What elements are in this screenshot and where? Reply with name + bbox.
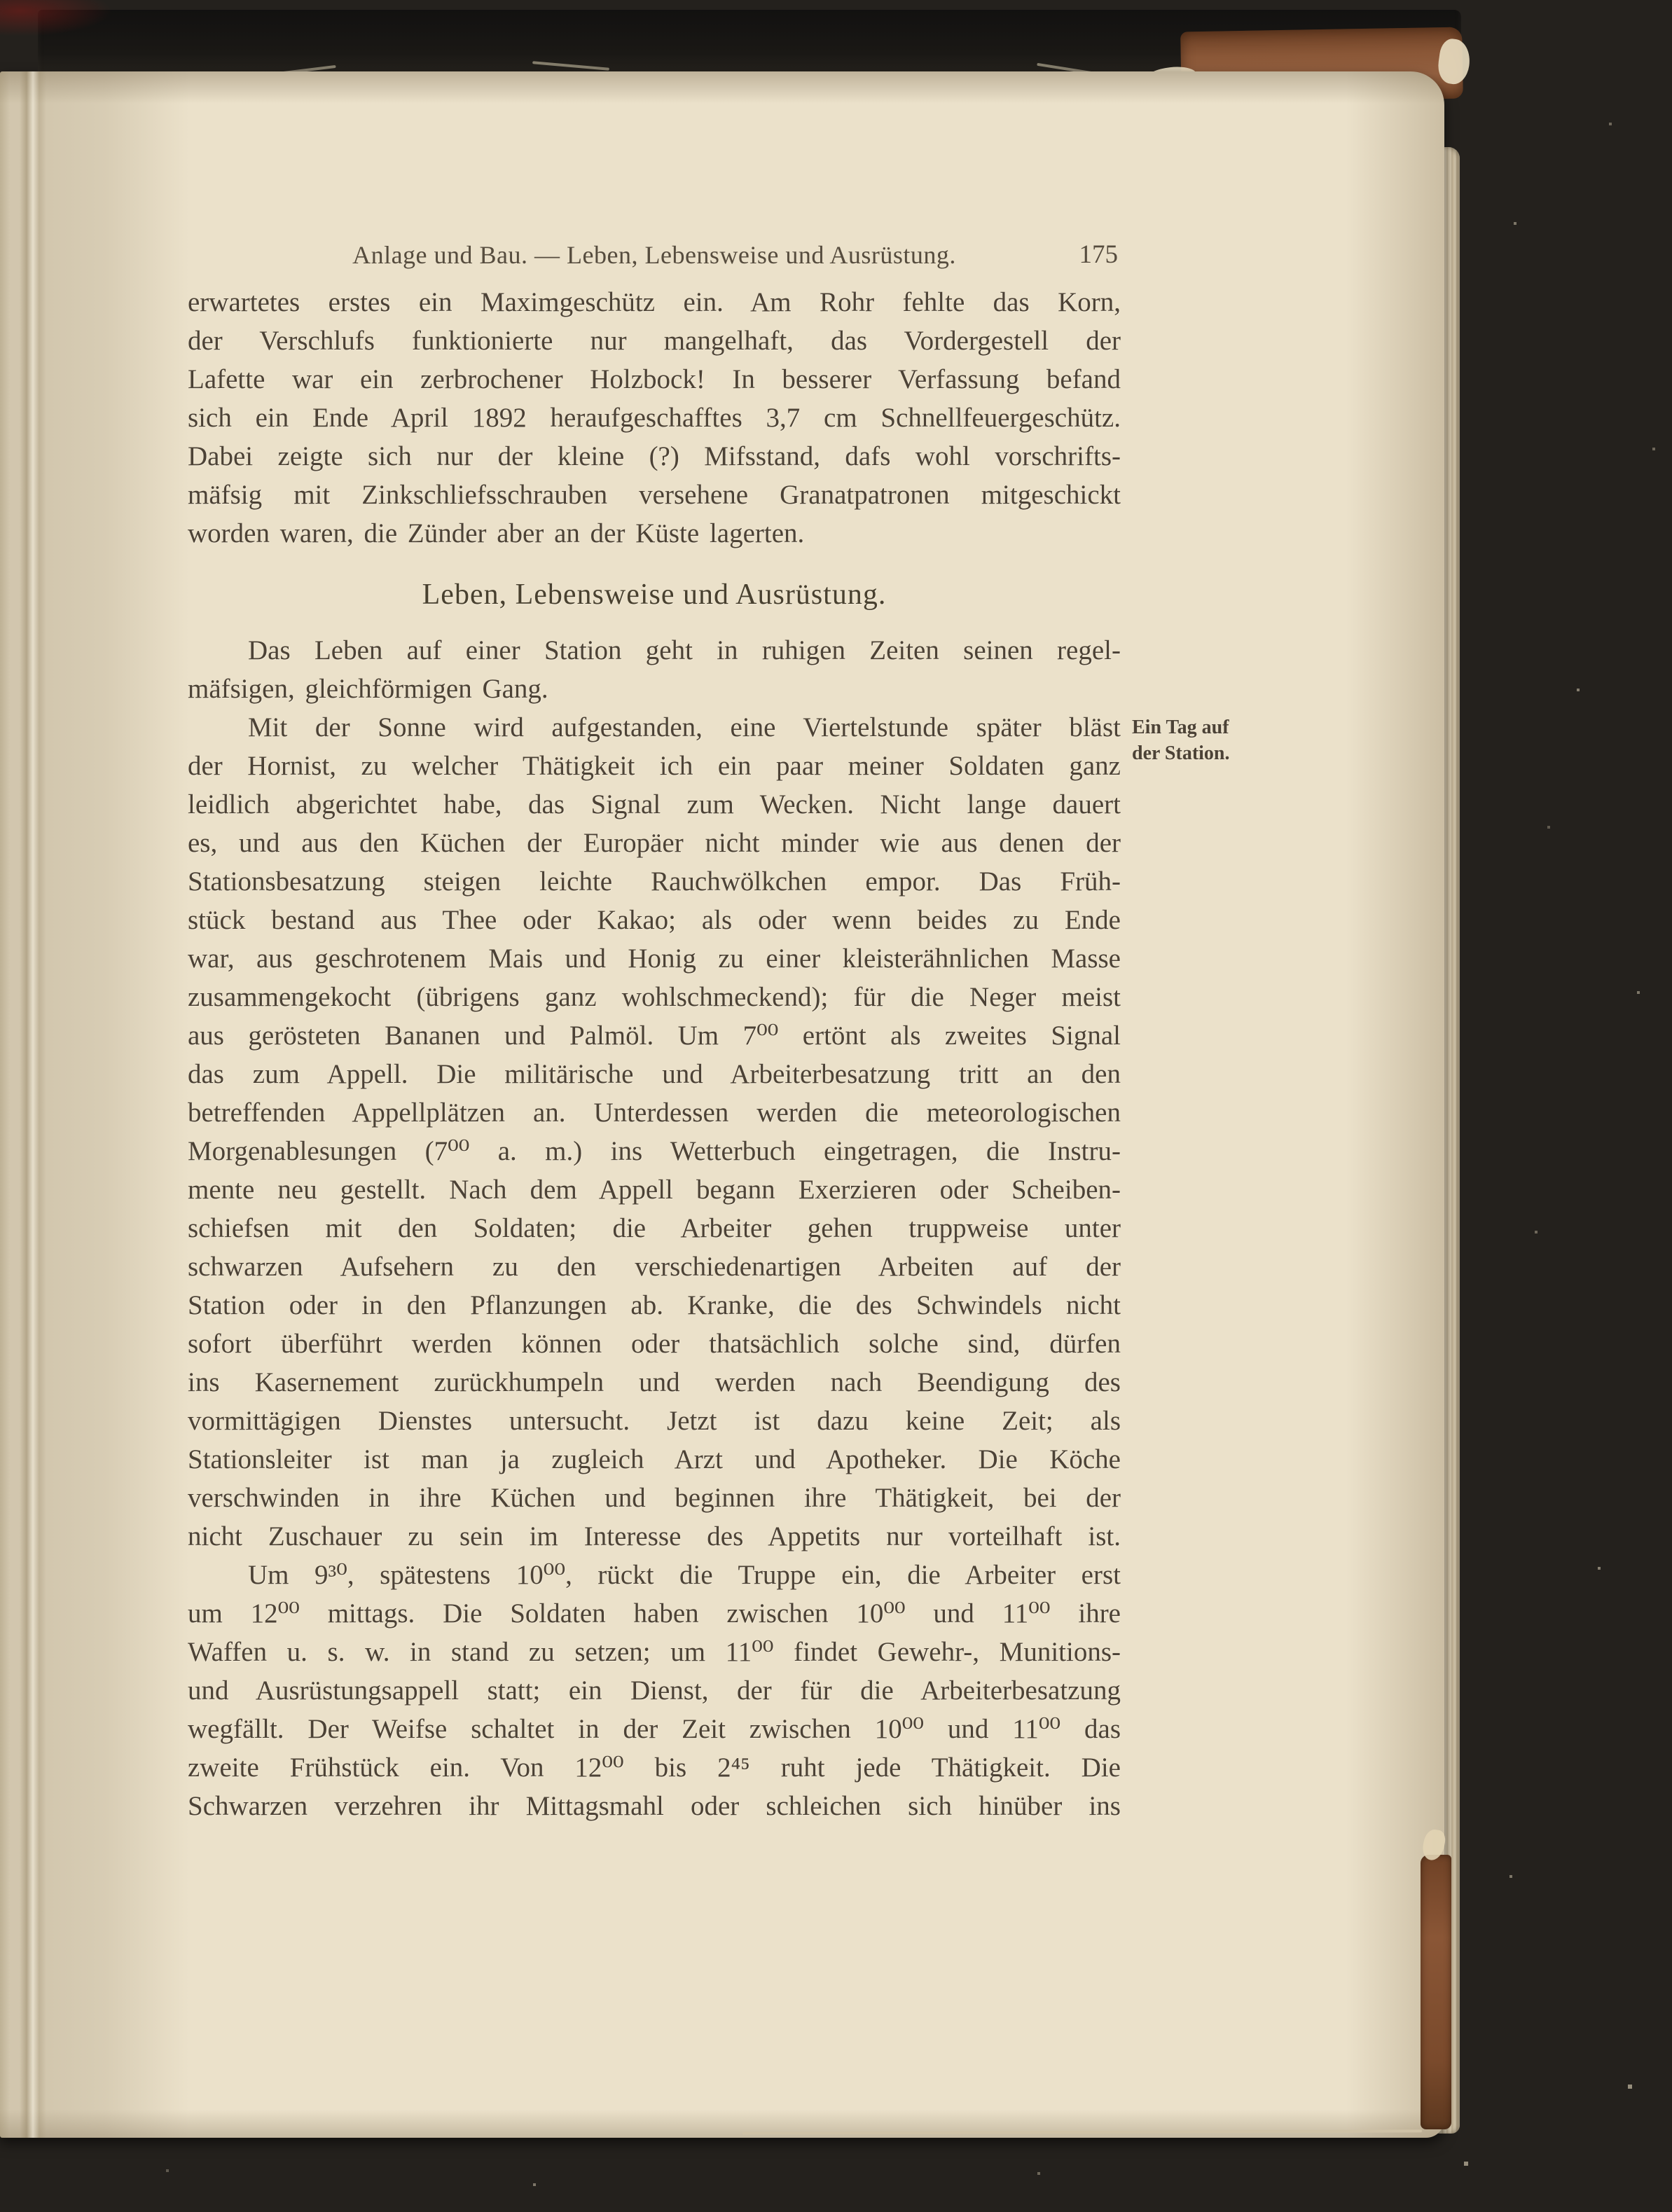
text-line: das zum Appell. Die militärische und Arbeiterbesatzung tritt an den <box>188 1059 1121 1089</box>
text-line: Schwarzen verzehren ihr Mittagsmahl oder schleichen sich hinüber ins <box>188 1791 1121 1821</box>
body-paragraph-4 <box>188 1556 1121 1825</box>
text-line: nicht Zuschauer zu sein im Interesse des Appetits nur vorteilhaft ist. <box>188 1521 1121 1551</box>
text-line: Stationsbesatzung steigen leichte Rauchwölkchen empor. Das Früh- <box>188 866 1121 897</box>
page-number: 175 <box>1079 240 1118 269</box>
text-line: sich ein Ende April 1892 heraufgeschafftes 3,7 cm Schnellfeuergeschütz. <box>188 403 1121 433</box>
text-block <box>188 235 1121 1825</box>
body-paragraph-1 <box>188 283 1121 553</box>
text-line: schiefsen mit den Soldaten; die Arbeiter gehen truppweise unter <box>188 1213 1121 1243</box>
text-line: mente neu gestellt. Nach dem Appell begann Exerzieren oder Scheiben- <box>188 1175 1121 1205</box>
dust-specks <box>0 0 1 1</box>
text-line: Waffen u. s. w. in stand zu setzen; um 11⁰⁰ findet Gewehr-, Munitions- <box>188 1637 1121 1667</box>
page-header <box>188 235 1121 275</box>
text-line: worden waren, die Zünder aber an der Küste lagerten. <box>188 518 805 548</box>
text-line: der Hornist, zu welcher Thätigkeit ich ein paar meiner Soldaten ganz <box>188 751 1121 781</box>
text-line: es, und aus den Küchen der Europäer nicht minder wie aus denen der <box>188 828 1121 858</box>
text-line: Das Leben auf einer Station geht in ruhigen Zeiten seinen regel- <box>248 635 1121 665</box>
text-line: und Ausrüstungsappell statt; ein Dienst, der für die Arbeiterbesatzung <box>188 1675 1121 1706</box>
text-line: vormittägigen Dienstes untersucht. Jetzt ist dazu keine Zeit; als <box>188 1406 1121 1436</box>
margin-note <box>1132 714 1293 766</box>
text-line: zusammengekocht (übrigens ganz wohlschmeckend); für die Neger meist <box>188 982 1121 1012</box>
text-line: leidlich abgerichtet habe, das Signal zum Wecken. Nicht lange dauert <box>188 789 1121 820</box>
section-heading: Leben, Lebensweise und Ausrüstung. <box>422 579 887 611</box>
text-line: sofort überführt werden können oder thatsächlich solche sind, dürfen <box>188 1329 1121 1359</box>
margin-note-line: der Station. <box>1132 742 1230 764</box>
text-line: um 12⁰⁰ mittags. Die Soldaten haben zwischen 10⁰⁰ und 11⁰⁰ ihre <box>188 1598 1121 1629</box>
text-line: erwartetes erstes ein Maximgeschütz ein. Am Rohr fehlte das Korn, <box>188 287 1121 317</box>
margin-note-line: Ein Tag auf <box>1132 717 1229 738</box>
body-paragraph-3 <box>188 708 1121 1556</box>
text-line: betreffenden Appellplätzen an. Unterdessen werden die meteorologischen <box>188 1098 1121 1128</box>
text-line: mäfsigen, gleichförmigen Gang. <box>188 674 548 704</box>
text-line: Mit der Sonne wird aufgestanden, eine Viertelstunde später bläst <box>248 712 1121 742</box>
text-line: ins Kasernement zurückhumpeln und werden nach Beendigung des <box>188 1367 1121 1397</box>
text-line: zweite Frühstück ein. Von 12⁰⁰ bis 2⁴⁵ ruht jede Thätigkeit. Die <box>188 1753 1121 1783</box>
text-line: schwarzen Aufsehern zu den verschiedenartigen Arbeiten auf der <box>188 1252 1121 1282</box>
text-line: wegfällt. Der Weifse schaltet in der Zeit zwischen 10⁰⁰ und 11⁰⁰ das <box>188 1714 1121 1744</box>
text-line: aus gerösteten Bananen und Palmöl. Um 7⁰⁰ ertönt als zweites Signal <box>188 1021 1121 1051</box>
text-line: Morgenablesungen (7⁰⁰ a. m.) ins Wetterbuch eingetragen, die Instru- <box>188 1136 1121 1166</box>
cover-red-marble-corner <box>0 0 112 36</box>
text-line: Dabei zeigte sich nur der kleine (?) Mifsstand, dafs wohl vorschrifts- <box>188 441 1121 471</box>
text-line: war, aus geschrotenem Mais und Honig zu einer kleisterähnlichen Masse <box>188 943 1121 974</box>
text-line: verschwinden in ihre Küchen und beginnen ihre Thätigkeit, bei der <box>188 1483 1121 1513</box>
running-title: Anlage und Bau. — Leben, Lebensweise und Ausrüstung. <box>352 241 956 269</box>
text-line: der Verschlufs funktionierte nur mangelhaft, das Vordergestell der <box>188 326 1121 356</box>
text-line: Stationsleiter ist man ja zugleich Arzt und Apotheker. Die Köche <box>188 1444 1121 1474</box>
text-line: Lafette war ein zerbrochener Holzbock! In besserer Verfassung befand <box>188 364 1121 394</box>
text-line: mäfsig mit Zinkschliefsschrauben versehene Granatpatronen mitgeschickt <box>188 480 1121 510</box>
text-line: Station oder in den Pflanzungen ab. Kranke, die des Schwindels nicht <box>188 1290 1121 1320</box>
body-paragraph-2 <box>188 631 1121 708</box>
leather-spine-patch-bottom <box>1421 1855 1451 2129</box>
text-line: Um 9³⁰, spätestens 10⁰⁰, rückt die Truppe ein, die Arbeiter erst <box>248 1560 1121 1590</box>
text-line: stück bestand aus Thee oder Kakao; als oder wenn beides zu Ende <box>188 905 1121 935</box>
